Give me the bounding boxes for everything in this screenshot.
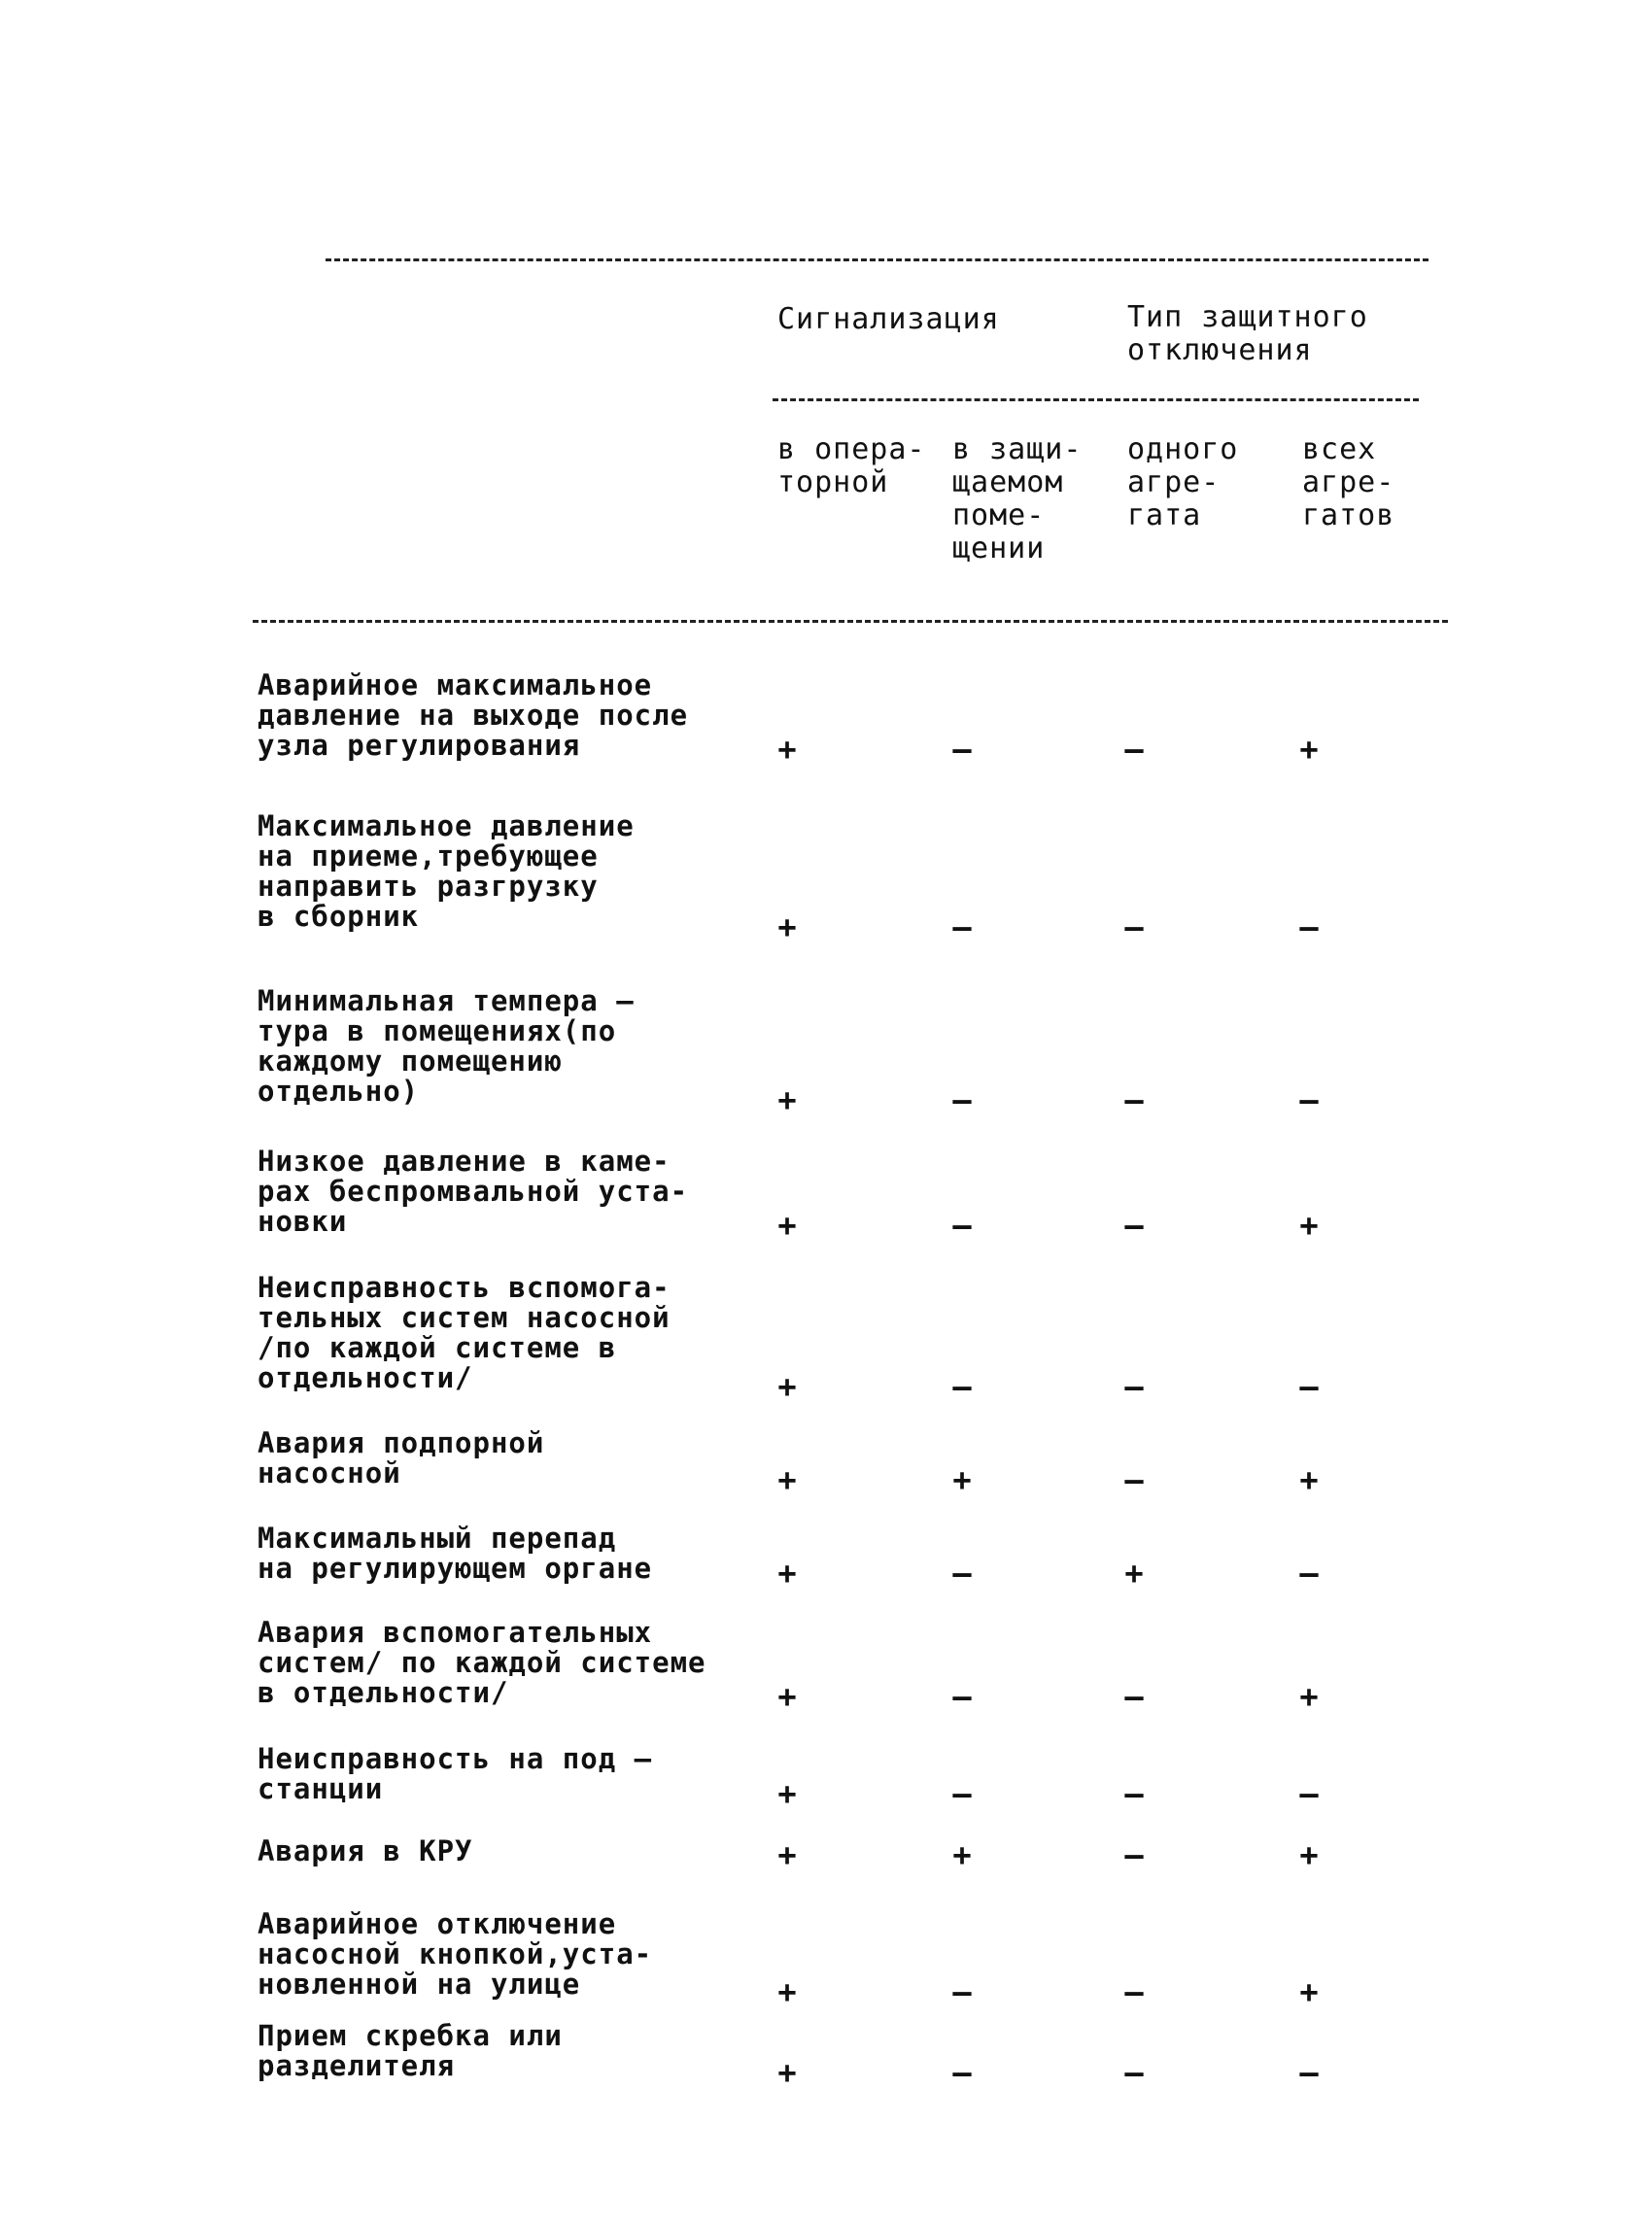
cell-operator-room: + [777, 1836, 797, 1873]
cell-protected-room: – [952, 1555, 972, 1592]
row-label: Авария вспомогательных систем/ по каждой системе в отдельности/ [258, 1616, 706, 1709]
cell-operator-room: + [777, 1973, 797, 2010]
cell-operator-room: + [777, 1368, 797, 1405]
cell-protected-room: – [952, 1678, 972, 1715]
cell-all-units: + [1299, 1207, 1319, 1244]
row-label: Аварийное максимальное давление на выходе после узла регулирования [258, 668, 689, 762]
cell-operator-room: + [777, 1555, 797, 1592]
row-label: Неисправность на под – станции [258, 1742, 653, 1805]
row-label: Прием скребка или разделителя [258, 2019, 563, 2082]
cell-protected-room: + [952, 1461, 972, 1498]
row-label: Авария в КРУ [258, 1834, 473, 1867]
cell-all-units: – [1299, 2054, 1319, 2091]
cell-operator-room: + [777, 1081, 797, 1118]
group-header-signalization: Сигнализация [777, 302, 1000, 336]
cell-operator-room: + [777, 1775, 797, 1812]
cell-all-units: – [1299, 1081, 1319, 1118]
cell-protected-room: – [952, 1368, 972, 1405]
cell-one-unit: – [1124, 731, 1144, 768]
cell-protected-room: – [952, 908, 972, 945]
cell-protected-room: – [952, 1207, 972, 1244]
cell-one-unit: – [1124, 1973, 1144, 2010]
cell-one-unit: – [1124, 1775, 1144, 1812]
row-label: Минимальная темпера – тура в помещениях(по каждому помещению отдельно) [258, 984, 635, 1108]
cell-operator-room: + [777, 1207, 797, 1244]
cell-one-unit: – [1124, 1081, 1144, 1118]
cell-all-units: + [1299, 1836, 1319, 1873]
cell-operator-room: + [777, 2054, 797, 2091]
cell-one-unit: – [1124, 1368, 1144, 1405]
cell-one-unit: – [1124, 1836, 1144, 1873]
row-label: Неисправность вспомога- тельных систем насосной /по каждой системе в отдельности/ [258, 1271, 671, 1394]
cell-operator-room: + [777, 908, 797, 945]
cell-all-units: + [1299, 1678, 1319, 1715]
cell-all-units: + [1299, 1973, 1319, 2010]
cell-one-unit: – [1124, 1207, 1144, 1244]
cell-protected-room: + [952, 1836, 972, 1873]
cell-protected-room: – [952, 1775, 972, 1812]
column-header-one-unit: одного агре- гата [1127, 432, 1239, 532]
cell-protected-room: – [952, 1081, 972, 1118]
cell-one-unit: + [1124, 1555, 1144, 1592]
cell-one-unit: – [1124, 1461, 1144, 1498]
cell-operator-room: + [777, 1461, 797, 1498]
column-header-operator-room: в опера- торной [777, 432, 926, 499]
cell-one-unit: – [1124, 2054, 1144, 2091]
group-header-protective-shutdown: Тип защитного отключения [1127, 300, 1368, 367]
cell-protected-room: – [952, 1973, 972, 2010]
cell-operator-room: + [777, 1678, 797, 1715]
cell-one-unit: – [1124, 1678, 1144, 1715]
cell-all-units: – [1299, 908, 1319, 945]
cell-operator-room: + [777, 731, 797, 768]
row-label: Авария подпорной насосной [258, 1426, 545, 1490]
cell-protected-room: – [952, 2054, 972, 2091]
row-label: Аварийное отключение насосной кнопкой,уста- новленной на улице [258, 1907, 653, 2001]
cell-all-units: + [1299, 1461, 1319, 1498]
cell-all-units: + [1299, 731, 1319, 768]
row-label: Максимальный перепад на регулирующем органе [258, 1522, 653, 1585]
cell-one-unit: – [1124, 908, 1144, 945]
cell-all-units: – [1299, 1555, 1319, 1592]
row-label: Максимальное давление на приеме,требующее направить разгрузку в сборник [258, 809, 635, 933]
column-header-all-units: всех агре- гатов [1302, 432, 1395, 532]
row-label: Низкое давление в каме- рах беспромвальной уста- новки [258, 1145, 689, 1238]
cell-protected-room: – [952, 731, 972, 768]
cell-all-units: – [1299, 1775, 1319, 1812]
column-header-protected-room: в защи- щаемом поме- щении [952, 432, 1083, 565]
cell-all-units: – [1299, 1368, 1319, 1405]
